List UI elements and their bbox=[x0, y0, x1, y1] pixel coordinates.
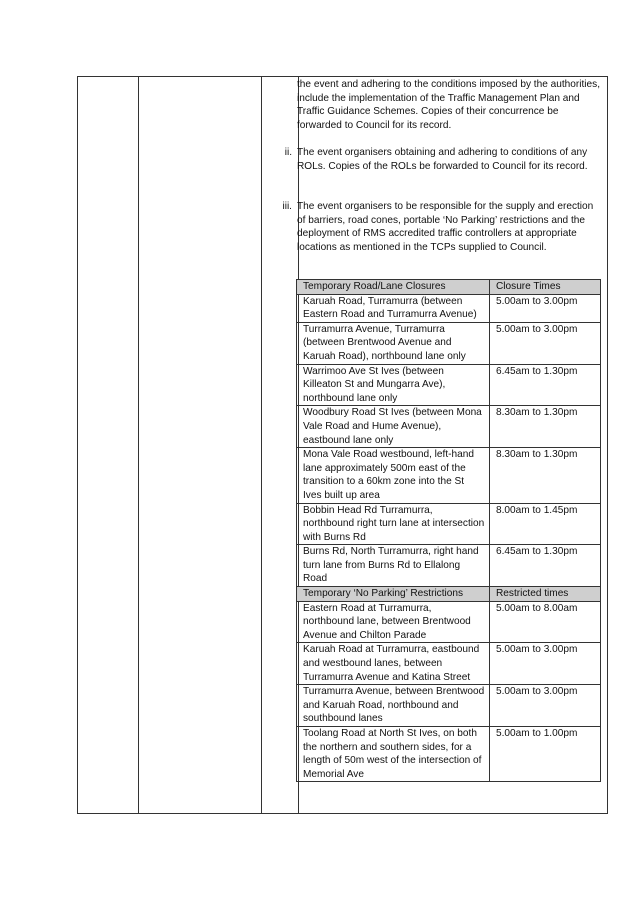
closure-time: 8.30am to 1.30pm bbox=[490, 448, 601, 503]
table-row bbox=[297, 601, 601, 643]
closure-time: 8.00am to 1.45pm bbox=[490, 503, 601, 545]
closure-location: Karuah Road, Turramurra (between Eastern Road and Turramurra Avenue) bbox=[297, 294, 490, 322]
closure-time: 5.00am to 3.00pm bbox=[490, 322, 601, 364]
table-row bbox=[297, 294, 601, 322]
closures-header-time: Closure Times bbox=[490, 280, 601, 295]
list-marker-ii: ii. bbox=[284, 147, 292, 158]
closures-header-row bbox=[297, 280, 601, 295]
table-row bbox=[297, 364, 601, 406]
parking-location: Karuah Road at Turramurra, eastbound and westbound lanes, between Turramurra Avenue and Katina Street bbox=[297, 643, 490, 685]
restrictions-table bbox=[296, 279, 601, 782]
closure-location: Woodbury Road St Ives (between Mona Vale Road and Hume Avenue), eastbound lane only bbox=[297, 406, 490, 448]
table-row bbox=[297, 685, 601, 727]
closure-location: Bobbin Head Rd Turramurra, northbound right turn lane at intersection with Burns Rd bbox=[297, 503, 490, 545]
closure-location: Burns Rd, North Turramurra, right hand turn lane from Burns Rd to Ellalong Road bbox=[297, 545, 490, 587]
table-row bbox=[297, 406, 601, 448]
parking-header-time: Restricted times bbox=[490, 587, 601, 602]
closure-time: 5.00am to 3.00pm bbox=[490, 294, 601, 322]
table-row bbox=[297, 503, 601, 545]
closure-time: 8.30am to 1.30pm bbox=[490, 406, 601, 448]
closure-location: Mona Vale Road westbound, left-hand lane approximately 500m east of the transition to a 60km zone into the St Ives built up area bbox=[297, 448, 490, 503]
parking-header-location: Temporary ‘No Parking’ Restrictions bbox=[297, 587, 490, 602]
table-row bbox=[297, 545, 601, 587]
list-item-iii: The event organisers to be responsible for the supply and erection of barriers, road cones, portable ‘No Parking’ restrictions and the deployment of RMS accredited traffic controllers at appropriate locations as mentioned in the TCPs supplied to Council. bbox=[297, 201, 594, 253]
parking-time: 5.00am to 8.00am bbox=[490, 601, 601, 643]
outer-col-3 bbox=[262, 77, 299, 814]
table-row bbox=[297, 322, 601, 364]
parking-time: 5.00am to 3.00pm bbox=[490, 685, 601, 727]
parking-time: 5.00am to 1.00pm bbox=[490, 727, 601, 782]
list-marker-iii: iii. bbox=[282, 201, 292, 212]
parking-location: Eastern Road at Turramurra, northbound lane, between Brentwood Avenue and Chilton Parade bbox=[297, 601, 490, 643]
outer-col-1 bbox=[78, 77, 139, 814]
closure-time: 6.45am to 1.30pm bbox=[490, 545, 601, 587]
parking-location: Turramurra Avenue, between Brentwood and Karuah Road, northbound and southbound lanes bbox=[297, 685, 490, 727]
intro-paragraph: the event and adhering to the conditions imposed by the authorities, include the implementation of the Traffic Management Plan and Traffic Guidance Schemes. Copies of their concurrence be forwarded to Council for its record. bbox=[297, 79, 601, 131]
closures-header-location: Temporary Road/Lane Closures bbox=[297, 280, 490, 295]
parking-time: 5.00am to 3.00pm bbox=[490, 643, 601, 685]
closure-location: Warrimoo Ave St Ives (between Killeaton St and Mungarra Ave), northbound lane only bbox=[297, 364, 490, 406]
table-row bbox=[297, 727, 601, 782]
table-row bbox=[297, 643, 601, 685]
table-row bbox=[297, 448, 601, 503]
closure-time: 6.45am to 1.30pm bbox=[490, 364, 601, 406]
parking-location: Toolang Road at North St Ives, on both the northern and southern sides, for a length of 50m west of the intersection of Memorial Ave bbox=[297, 727, 490, 782]
list-item-ii: The event organisers obtaining and adhering to conditions of any ROLs. Copies of the ROLs be forwarded to Council for its record. bbox=[297, 147, 588, 172]
outer-col-2 bbox=[139, 77, 262, 814]
parking-header-row bbox=[297, 587, 601, 602]
closure-location: Turramurra Avenue, Turramurra (between Brentwood Avenue and Karuah Road), northbound lane only bbox=[297, 322, 490, 364]
